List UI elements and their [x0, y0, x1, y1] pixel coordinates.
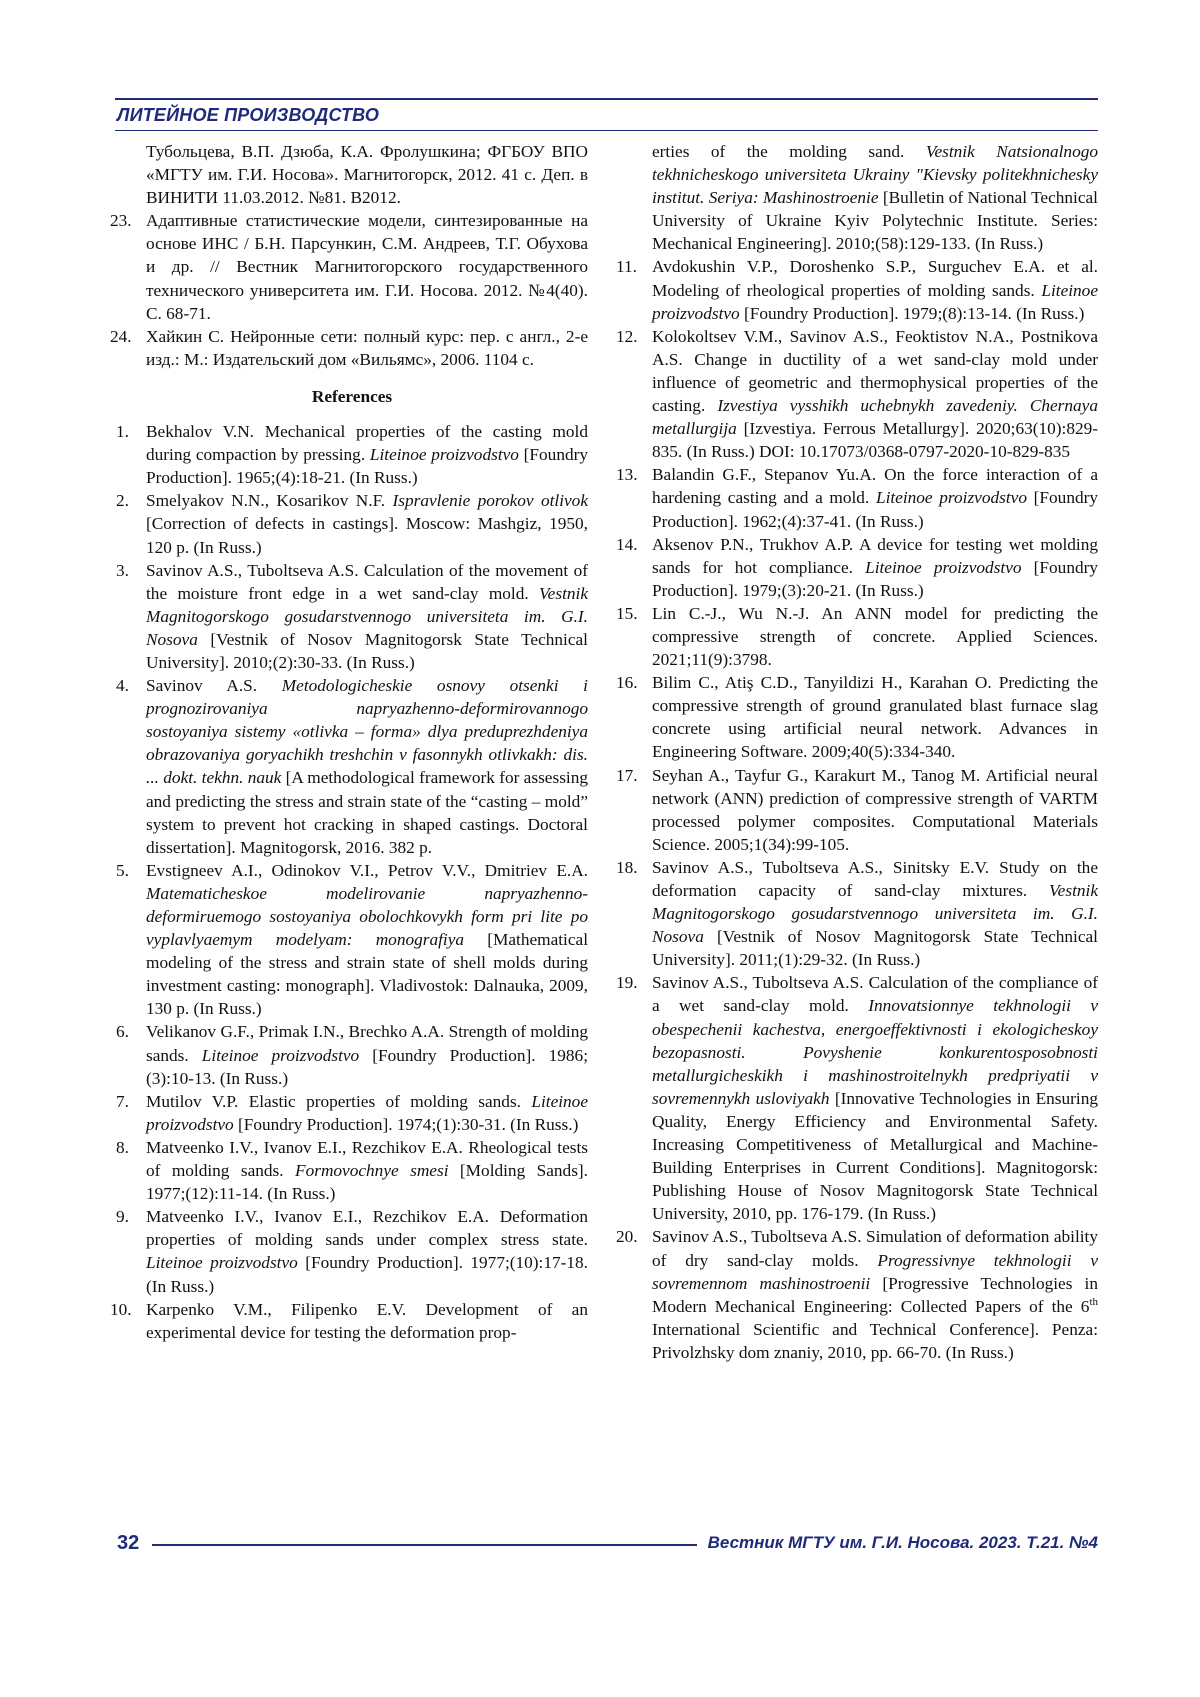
- reference-number: 16.: [616, 673, 638, 693]
- reference-number: 13.: [616, 465, 638, 485]
- reference-number: 1.: [116, 422, 129, 442]
- reference-text: Avdokushin V.P., Doroshenko S.P., Surguchev E.A. et al. Modeling of rheological properties of molding sands.: [652, 257, 1098, 300]
- running-title: ЛИТЕЙНОЕ ПРОИЗВОДСТВО: [117, 105, 380, 125]
- left-column: [110, 140, 589, 1344]
- reference-text: Evstigneev A.I., Odinokov V.I., Petrov V.V., Dmitriev E.A.: [146, 860, 588, 880]
- reference-journal: Liteinoe proizvodstvo: [369, 445, 519, 465]
- reference-text: erties of the molding sand.: [652, 142, 926, 161]
- reference-item: [616, 671, 1098, 763]
- reference-journal: Liteinoe proizvodstvo: [201, 1045, 360, 1065]
- reference-journal: Formovochnye smesi: [295, 1161, 449, 1181]
- reference-number: 4.: [116, 676, 129, 696]
- reference-number: 11.: [616, 257, 637, 277]
- reference-text: [Foundry Production]. 1979;(8):13-14. (In Russ.): [739, 303, 1085, 323]
- reference-item: [616, 533, 1098, 602]
- reference-number: 12.: [616, 326, 638, 346]
- reference-text: Karpenko V.M., Filipenko E.V. Development of an experimental device for testing the deformation prop-: [146, 1299, 588, 1342]
- reference-text: International Scientific and Technical Conference]. Penza: Privolzhsky dom znaniy, 2010, pp. 66-70. (In Russ.): [652, 1319, 1098, 1362]
- header-top-rule: [115, 98, 1098, 100]
- reference-text: Matveenko I.V., Ivanov E.I., Rezchikov E.A. Rheological tests of molding sands.: [146, 1137, 588, 1181]
- reference-text: Kolokoltsev V.M., Savinov A.S., Feoktistov N.A., Postnikova A.S. Change in ductility of a wet sand-clay mold under influence of geometric and thermophysical properties of the casting.: [652, 326, 1098, 416]
- page-number: 32: [117, 1532, 140, 1554]
- reference-item: [616, 1225, 1098, 1364]
- reference-number: 18.: [616, 857, 638, 877]
- reference-journal: Liteinoe proizvodstvo: [875, 488, 1027, 508]
- reference-text: [A methodological framework for assessing and predicting the stress and strain state of the “casting – mold” system to prevent hot cracking in shaped castings. Doctoral dissertation]. Magnitogorsk, 2016. 382 p.: [146, 768, 589, 857]
- right-column: [616, 140, 1099, 1364]
- reference-text: Balandin G.F., Stepanov Yu.A. On the force interaction of a hardening casting and a mold.: [652, 465, 1098, 508]
- reference-item: [116, 489, 588, 558]
- reference-journal: Metodologicheskie osnovy otsenki i prognozirovaniya napryazhenno-deformirovannogo sostoyaniya sistemy «otlivka – forma» dlya preduprezhdeniya obrazovaniya goryachikh treshchin v fasonnykh otlivkakh: dis. ... dokt. tekhn. nauk: [146, 676, 588, 788]
- reference-text: Savinov A.S.: [146, 676, 282, 696]
- reference-item: [116, 859, 588, 1021]
- reference-text: [Progressive Technologies in Modern Mechanical Engineering: Collected Papers of the 6: [652, 1273, 1098, 1316]
- reference-text: Velikanov G.F., Primak I.N., Brechko A.A. Strength of molding sands.: [146, 1022, 588, 1065]
- reference-continuation: [622, 140, 1098, 255]
- reference-text: [Foundry Production]. 1986;(3):10-13. (In Russ.): [146, 1045, 588, 1088]
- superscript: th: [1089, 1295, 1098, 1308]
- reference-text: Savinov A.S., Tuboltseva A.S. Simulation of deformation ability of dry sand-clay molds.: [652, 1227, 1098, 1270]
- reference-item: [616, 764, 1098, 856]
- reference-journal: Innovatsionnye tekhnologii v obespechenii kachestva, energoeffektivnosti i ekologicheskoy bezopasnosti. Povyshenie konkurentosposobnosti metallurgicheskikh i mashinostroitelnykh predpriyatii v sovremennykh usloviyakh: [652, 996, 1099, 1108]
- reference-journal: Vestnik Magnitogorskogo gosudarstvennogo universiteta im. G.I. Nosova: [652, 881, 1098, 947]
- reference-number: 23.: [110, 211, 132, 231]
- reference-number: 6.: [116, 1022, 129, 1042]
- reference-text: Хайкин С. Нейронные сети: полный курс: пер. с англ., 2-е изд.: М.: Издательский дом «Вильямс», 2006. 1104 с.: [146, 326, 588, 369]
- reference-text: Savinov A.S., Tuboltseva A.S., Sinitsky E.V. Study on the deformation capacity of sand-clay mixtures.: [652, 857, 1098, 900]
- reference-text: Mutilov V.P. Elastic properties of molding sands.: [146, 1091, 532, 1111]
- reference-text: Matveenko I.V., Ivanov E.I., Rezchikov E.A. Deformation properties of molding sands under complex stress state.: [146, 1207, 588, 1250]
- header-bottom-rule: [115, 130, 1098, 131]
- reference-text: [Innovative Technologies in Ensuring Quality, Energy Efficiency and Environmental Safety. Increasing Competitiveness of Metallurgical and Machine-Building Enterprises in Current Conditions]. Magnitogorsk: Publishing House of Nosov Magnitogorsk State Technical University, 2010, pp. 176-179. (In Russ.): [652, 1088, 1098, 1224]
- reference-text: [Vestnik of Nosov Magnitogorsk State Technical University]. 2011;(1):29-32. (In Russ.): [652, 927, 1098, 970]
- references-heading: References: [311, 386, 393, 406]
- reference-number: 7.: [116, 1091, 129, 1111]
- reference-number: 10.: [110, 1299, 132, 1319]
- reference-item: [116, 1136, 588, 1205]
- reference-item: [616, 325, 1098, 464]
- footer-journal-title: Вестник МГТУ им. Г.И. Носова. 2023. Т.21. №4: [707, 1533, 1098, 1552]
- reference-journal: Liteinoe proizvodstvo: [865, 557, 1022, 577]
- reference-text: Seyhan A., Tayfur G., Karakurt M., Tanog M. Artificial neural network (ANN) prediction of compressive strength of VARTM processed polymer composites. Computational Materials Science. 2005;1(34):99-105.: [652, 765, 1098, 854]
- reference-number: 3.: [116, 560, 129, 580]
- reference-item: [116, 674, 588, 859]
- reference-text: Lin C.-J., Wu N.-J. An ANN model for predicting the compressive strength of concrete. Applied Sciences. 2021;11(9):3798.: [652, 603, 1098, 670]
- reference-item: [110, 1298, 588, 1344]
- reference-text: [Foundry Production]. 1962;(4):37-41. (In Russ.): [652, 488, 1098, 531]
- reference-journal: Liteinoe proizvodstvo: [652, 280, 1098, 323]
- reference-journal: Ispravlenie porokov otlivok: [392, 491, 588, 511]
- reference-text: [Foundry Production]. 1974;(1):30-31. (In Russ.): [233, 1114, 579, 1134]
- reference-item: [616, 602, 1098, 671]
- reference-number: 24.: [110, 326, 132, 346]
- reference-text: [Molding Sands]. 1977;(12):11-14. (In Russ.): [146, 1161, 589, 1204]
- reference-item: [616, 255, 1098, 324]
- reference-number: 8.: [116, 1137, 129, 1157]
- reference-journal: Izvestiya vysshikh uchebnykh zavedeniy. Chernaya metallurgija: [652, 396, 1098, 439]
- reference-text: [Foundry Production]. 1979;(3):20-21. (In Russ.): [652, 557, 1098, 600]
- reference-item: [110, 209, 588, 324]
- reference-text: Адаптивные статистические модели, синтезированные на основе ИНС / Б.Н. Парсункин, С.М. Андреев, Т.Г. Обухова и др. // Вестник Магнитогорского государственного технического университета им. Г.И. Носова. 2012. №4(40). С. 68-71.: [146, 211, 588, 323]
- reference-number: 20.: [616, 1227, 638, 1247]
- reference-journal: Liteinoe proizvodstvo: [146, 1091, 588, 1134]
- reference-item: [116, 1020, 588, 1089]
- reference-number: 15.: [616, 603, 638, 623]
- reference-item: [116, 559, 588, 674]
- reference-text: [Vestnik of Nosov Magnitogorsk State Technical University]. 2010;(2):30-33. (In Russ.): [146, 629, 588, 672]
- reference-item: [116, 1090, 588, 1136]
- reference-text: Bekhalov V.N. Mechanical properties of the casting mold during compaction by pressing.: [146, 422, 588, 465]
- reference-item: [116, 420, 588, 489]
- reference-journal: Vestnik Magnitogorskogo gosudarstvennogo universiteta im. G.I. Nosova: [146, 583, 588, 649]
- reference-journal: Progressivnye tekhnologii v sovremennom mashinostroenii: [652, 1250, 1098, 1293]
- reference-journal: Vestnik Natsionalnogo tekhnicheskogo universiteta Ukrainy "Kievsky politekhnichesky institut. Seriya: Mashinostroenie: [652, 142, 1098, 208]
- reference-text: Smelyakov N.N., Kosarikov N.F.: [146, 491, 393, 511]
- reference-journal: Liteinoe proizvodstvo: [146, 1253, 298, 1273]
- reference-text: [Foundry Production]. 1977;(10):17-18. (In Russ.): [146, 1253, 588, 1296]
- reference-item: [116, 1205, 588, 1297]
- footer-rule: [152, 1544, 697, 1546]
- reference-text: [Correction of defects in castings]. Moscow: Mashgiz, 1950, 120 p. (In Russ.): [146, 514, 588, 557]
- reference-text: [Foundry Production]. 1965;(4):18-21. (In Russ.): [146, 445, 588, 488]
- reference-text: Aksenov P.N., Trukhov A.P. A device for testing wet molding sands for hot compliance.: [652, 534, 1098, 577]
- reference-text: Bilim C., Atiş C.D., Tanyildizi H., Karahan O. Predicting the compressive strength of ground granulated blast furnace slag concrete using artificial neural network. Advances in Engineering Software. 2009;40(5):334-340.: [652, 673, 1098, 762]
- reference-journal: Matematicheskoe modelirovanie napryazhenno-deformiruemogo sostoyaniya obolochkovykh form pri lite po vyplavlyaemym modelyam: monografiya: [146, 883, 588, 950]
- reference-item: [616, 971, 1099, 1225]
- reference-item: [110, 325, 588, 371]
- reference-text: [Bulletin of National Technical University of Ukraine Kyiv Polytechnic Institute. Series: Mechanical Engineering]. 2010;(58):129-133. (In Russ.): [652, 188, 1098, 254]
- reference-number: 5.: [116, 860, 129, 880]
- reference-number: 14.: [616, 534, 638, 554]
- reference-number: 9.: [116, 1207, 129, 1227]
- reference-number: 2.: [116, 491, 129, 511]
- reference-number: 17.: [616, 765, 638, 785]
- reference-item: [616, 463, 1098, 532]
- reference-continuation: Тубольцева, В.П. Дзюба, К.А. Фролушкина; ФГБОУ ВПО «МГТУ им. Г.И. Носова». Магнитогорск, 2012. 41 с. Деп. в ВИНИТИ 11.03.2012. №81. В2012.: [146, 142, 588, 208]
- reference-text: [Izvestiya. Ferrous Metallurgy]. 2020;63(10):829-835. (In Russ.) DOI: 10.17073/0368-0797-2020-10-829-835: [652, 419, 1098, 462]
- reference-item: [616, 856, 1098, 971]
- reference-number: 19.: [616, 973, 638, 993]
- reference-text: [Mathematical modeling of the stress and strain state of shell molds during investment casting: monograph]. Vladivostok: Dalnauka, 2009, 130 p. (In Russ.): [146, 930, 588, 1019]
- reference-text: Savinov A.S., Tuboltseva A.S. Calculation of the compliance of a wet sand-clay mold.: [652, 973, 1098, 1016]
- reference-text: Savinov A.S., Tuboltseva A.S. Calculation of the movement of the moisture front edge in a wet sand-clay mold.: [146, 560, 588, 603]
